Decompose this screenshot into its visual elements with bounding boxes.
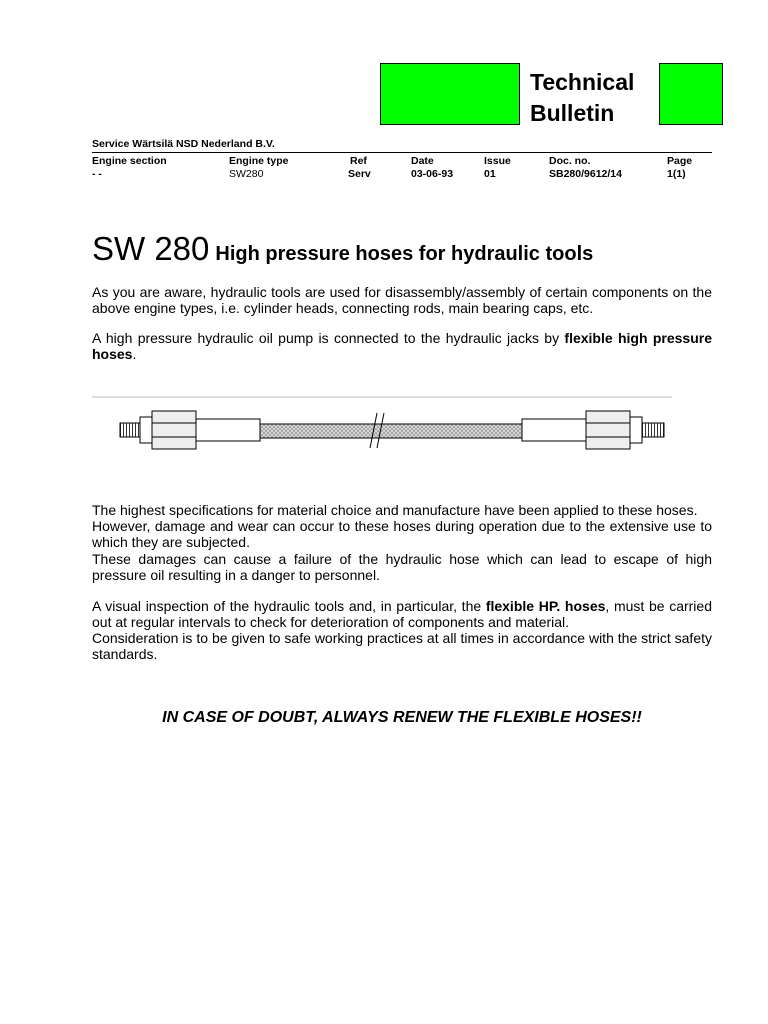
emphasis-text: flexible high pressure hoses [92,330,712,362]
text-run: A visual inspection of the hydraulic tools and, in particular, the [92,598,486,614]
paragraph-safety: Consideration is to be given to safe working practices at all times in accordance with the strict safety standards. [92,630,712,662]
company-name: Service Wärtsilä NSD Nederland B.V. [92,138,275,150]
meta-label: Date [411,155,434,167]
meta-label: Page [667,155,693,167]
header-divider [92,152,712,153]
paragraph-damage: However, damage and wear can occur to these hoses during operation due to the extensive use to which they are subjected. [92,518,712,550]
meta-label: Issue [484,155,511,167]
meta-value: Serv [348,168,371,180]
text-run: , must be carried out at regular intervals to check for deterioration of components and material. [92,598,712,630]
meta-value: 1(1) [667,168,686,180]
green-header-box-left [380,63,520,125]
paragraph-intro: As you are aware, hydraulic tools are used for disassembly/assembly of certain components on the above engine types, i.e. cylinder heads, connecting rods, main bearing caps, etc. [92,284,712,316]
meta-issue [484,155,511,181]
meta-value: - - [92,168,102,180]
meta-doc-no [549,155,622,181]
meta-value: 01 [484,168,496,180]
meta-date [411,155,453,181]
meta-value: SB280/9612/14 [549,168,622,180]
meta-value: SW280 [229,168,264,180]
emphasis-text: flexible HP. hoses [485,598,606,614]
bulletin-title [530,67,634,129]
paragraph-failure: These damages can cause a failure of the hydraulic hose which can lead to escape of high pressure oil resulting in a danger to personnel. [92,551,712,583]
meta-page [667,155,692,181]
paragraph-specifications: The highest specifications for material choice and manufacture have been applied to these hoses. [92,502,698,518]
bulletin-title-line1: Technical [530,69,635,95]
meta-ref [348,155,371,181]
meta-label: Doc. no. [549,155,591,167]
paragraph-inspection [92,598,712,630]
meta-label: Engine section [92,155,167,167]
meta-label: Ref [350,155,367,167]
bulletin-title-line2: Bulletin [530,100,615,126]
bulletin-subject: High pressure hoses for hydraulic tools [215,243,594,265]
hose-diagram [92,393,672,455]
meta-label: Engine type [229,155,289,167]
meta-engine-section [92,155,167,181]
text-run: A high pressure hydraulic oil pump is connected to the hydraulic jacks by [92,330,565,346]
model-name: SW 280 [92,230,210,267]
meta-engine-type [229,155,289,181]
page-title [92,230,593,268]
meta-value: 03-06-93 [411,168,454,180]
paragraph-pump [92,330,712,362]
text-run: . [132,346,137,362]
green-header-box-right [659,63,723,125]
warning-banner: IN CASE OF DOUBT, ALWAYS RENEW THE FLEXIBLE HOSES!! [162,709,642,726]
